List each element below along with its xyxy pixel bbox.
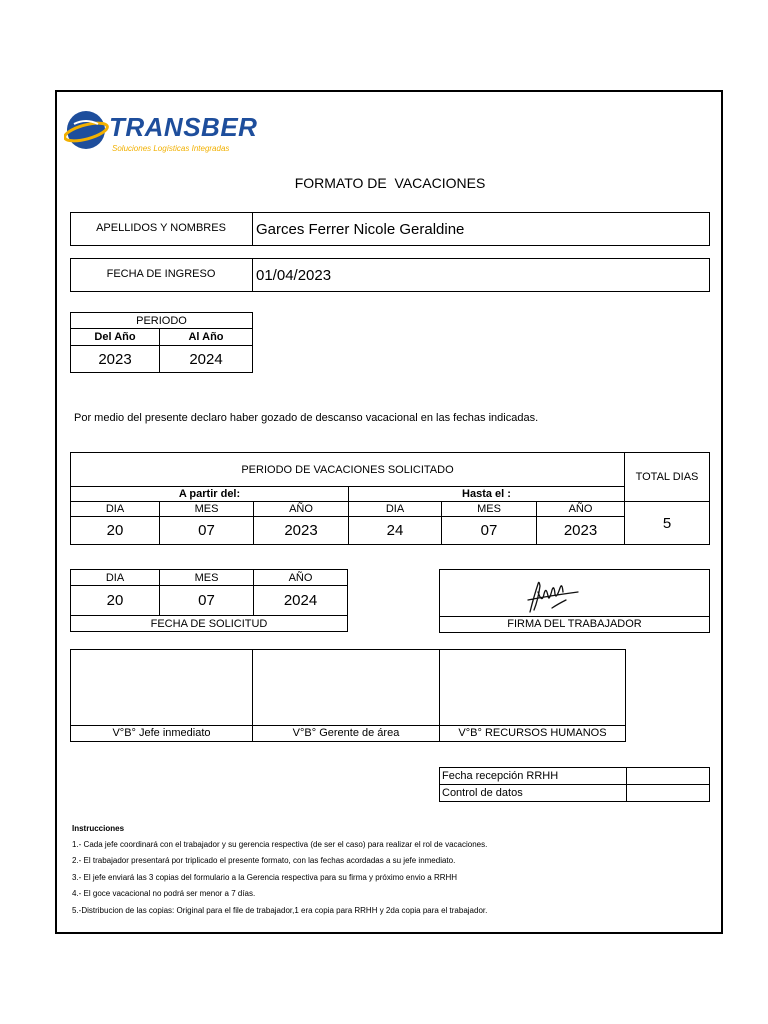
to-day-value: 24 [349, 517, 442, 545]
to-year-header: AÑO [537, 502, 625, 517]
to-day-header: DIA [349, 502, 442, 517]
vacation-header: PERIODO DE VACACIONES SOLICITADO [71, 453, 625, 487]
approval-divider [70, 725, 626, 726]
periodo-label: PERIODO [71, 313, 253, 329]
total-label: TOTAL DIAS [625, 453, 710, 502]
periodo-to-value: 2024 [160, 346, 253, 373]
request-date-table [70, 569, 348, 632]
from-month-value: 07 [160, 517, 254, 545]
name-value: Garces Ferrer Nicole Geraldine [256, 221, 465, 238]
from-day-value: 20 [71, 517, 160, 545]
periodo-table [70, 312, 253, 373]
request-day-header: DIA [71, 570, 160, 586]
divider [252, 258, 253, 292]
approval-boss-label: V°B° Jefe inmediato [112, 727, 211, 739]
request-year-value: 2024 [254, 586, 348, 616]
from-year-header: AÑO [254, 502, 349, 517]
signature-label: FIRMA DEL TRABAJADOR [507, 618, 642, 630]
to-label: Hasta el : [349, 487, 625, 502]
request-day-value: 20 [71, 586, 160, 616]
handwritten-signature [508, 578, 588, 618]
rrhh-received-label: Fecha recepción RRHH [440, 768, 627, 785]
request-year-header: AÑO [254, 570, 348, 586]
from-day-header: DIA [71, 502, 160, 517]
instruction-item: 4.- El goce vacacional no podrá ser menor a 7 días. [72, 889, 256, 898]
form-title: FORMATO DE VACACIONES [294, 175, 486, 191]
to-month-value: 07 [442, 517, 537, 545]
instruction-item: 1.- Cada jefe coordinará con el trabajador y su gerencia respectiva (de ser el caso) para realizar el rol de vacaciones. [72, 840, 488, 849]
to-month-header: MES [442, 502, 537, 517]
company-name: TRANSBER [109, 112, 258, 142]
rrhh-control-value [627, 785, 710, 802]
instruction-item: 5.-Distribucion de las copias: Original para el file de trabajador,1 era copia para RRHH y 2da copia para el trabajador. [72, 906, 488, 915]
rrhh-received-value [627, 768, 710, 785]
entry-value: 01/04/2023 [256, 267, 332, 284]
instructions-title: Instrucciones [72, 824, 125, 833]
company-logo [64, 106, 258, 156]
from-label: A partir del: [71, 487, 349, 502]
periodo-from-value: 2023 [71, 346, 160, 373]
vacation-table [70, 452, 710, 545]
approval-hr-label: V°B° RECURSOS HUMANOS [458, 727, 607, 739]
total-value: 5 [625, 502, 710, 545]
divider [252, 212, 253, 246]
from-month-header: MES [160, 502, 254, 517]
to-year-value: 2023 [537, 517, 625, 545]
company-tagline: Soluciones Logísticas Integradas [112, 144, 230, 153]
periodo-from-label: Del Año [71, 329, 160, 346]
rrhh-control-table [439, 767, 710, 802]
instruction-item: 2.- El trabajador presentará por triplicado el presente formato, con las fechas acordadas a su jefe inmediato. [72, 856, 456, 865]
from-year-value: 2023 [254, 517, 349, 545]
instruction-item: 3.- El jefe enviará las 3 copias del formulario a la Gerencia respectiva para su firma y próximo envio a RRHH [72, 873, 458, 882]
globe-icon [64, 108, 110, 154]
request-month-value: 07 [160, 586, 254, 616]
name-label: APELLIDOS Y NOMBRES [96, 222, 226, 234]
request-month-header: MES [160, 570, 254, 586]
declaration-text: Por medio del presente declaro haber gozado de descanso vacacional en las fechas indicadas. [74, 412, 539, 424]
entry-label: FECHA DE INGRESO [106, 268, 216, 280]
rrhh-control-label: Control de datos [440, 785, 627, 802]
periodo-to-label: Al Año [160, 329, 253, 346]
request-date-label: FECHA DE SOLICITUD [71, 616, 348, 632]
approval-manager-label: V°B° Gerente de área [292, 727, 400, 739]
